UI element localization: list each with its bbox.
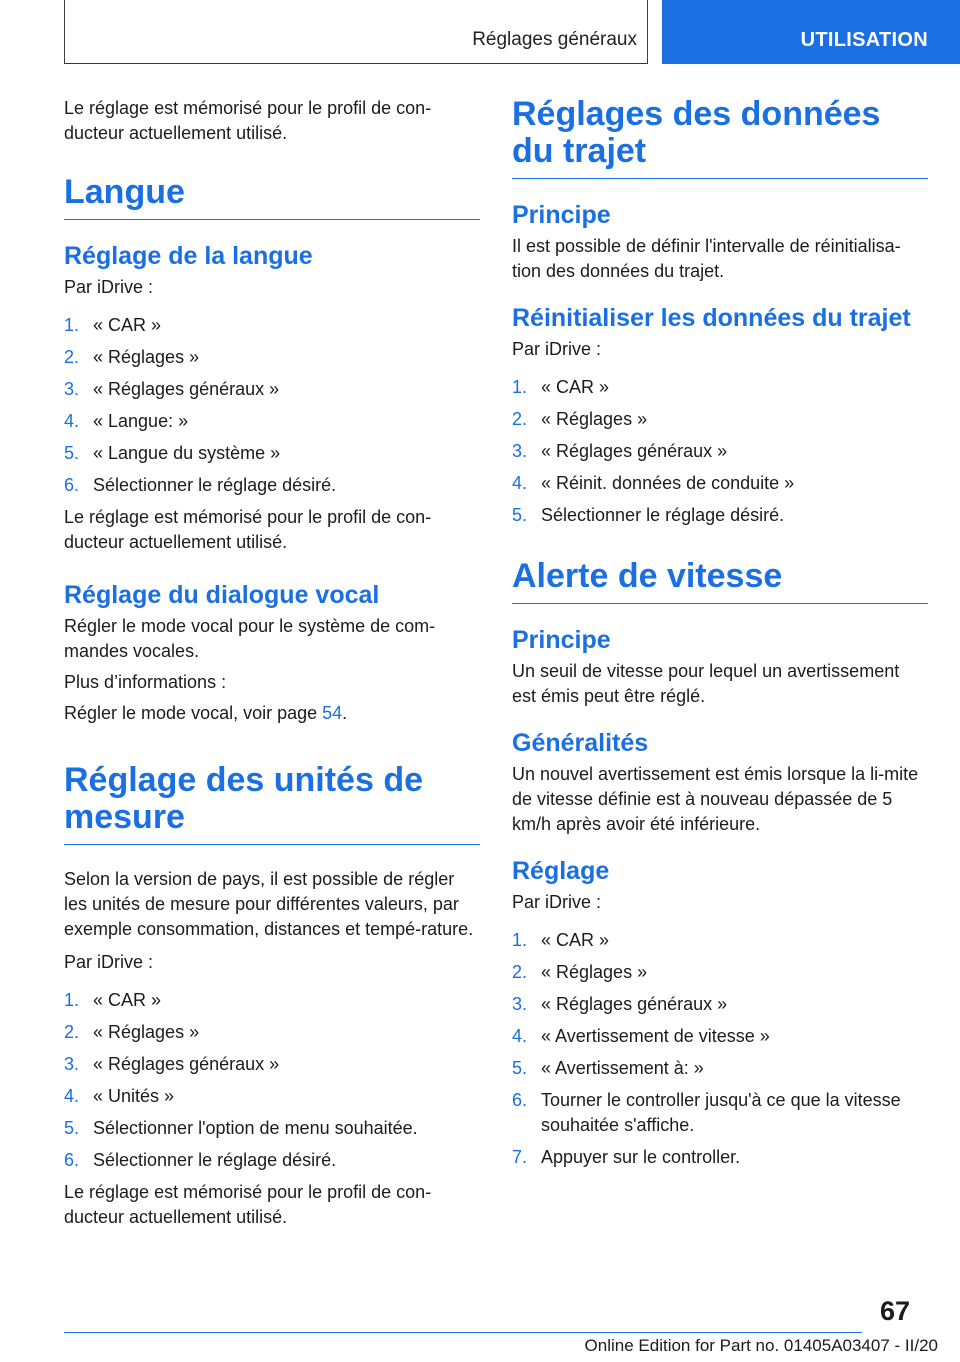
step-text: « Réglages généraux » (541, 994, 728, 1014)
page-link-54[interactable]: 54 (322, 703, 343, 723)
step-text: « Avertissement de vitesse » (541, 1026, 770, 1046)
steps-reinit (512, 375, 928, 528)
step-number: 5. (64, 1118, 80, 1138)
step-text: « CAR » (93, 315, 162, 335)
list-item (512, 375, 928, 400)
step-number: 4. (64, 1086, 80, 1106)
step-text: « Réglages » (541, 409, 648, 429)
heading-reinit-trajet: Réinitialiser les données du trajet (512, 304, 911, 332)
right-column (512, 96, 928, 1177)
heading-principe-trajet: Principe (512, 201, 611, 229)
step-number: 1. (512, 377, 528, 397)
heading-reglage-vitesse: Réglage (512, 857, 610, 885)
step-number: 2. (512, 409, 528, 429)
left-column (64, 96, 480, 1240)
steps-langue (64, 313, 480, 498)
lead-reinit: Par iDrive : (512, 339, 602, 359)
step-text: « Langue: » (93, 411, 189, 431)
list-item (64, 441, 480, 466)
intro-note: Le réglage est mémorisé pour le profil de con-ducteur actuellement utilisé. (64, 98, 432, 143)
step-number: 2. (64, 347, 80, 367)
step-number: 6. (64, 1150, 80, 1170)
steps-reglage-vitesse (512, 928, 928, 1170)
list-item (512, 1056, 928, 1081)
list-item (512, 471, 928, 496)
heading-langue: Langue (64, 174, 480, 220)
header-section-title: Réglages généraux (472, 29, 637, 50)
step-text: Sélectionner le réglage désiré. (541, 505, 785, 525)
list-item (512, 928, 928, 953)
step-number: 1. (64, 990, 80, 1010)
list-item (64, 313, 480, 338)
step-text: Sélectionner le réglage désiré. (93, 475, 337, 495)
step-text: Tourner le controller jusqu'à ce que la vitesse souhaitée s'affiche. (541, 1090, 901, 1135)
heading-unites-mesure: Réglage des unités de mesure (64, 762, 480, 845)
heading-reglage-langue: Réglage de la langue (64, 242, 313, 270)
step-text: « Réinit. données de conduite » (541, 473, 795, 493)
header-chapter-tab[interactable] (662, 0, 960, 64)
step-number: 1. (512, 930, 528, 950)
generalites-text: Un nouvel avertissement est émis lorsque la li-mite de vitesse définie est à nouveau dépassée de 5 km/h après avoir été inférieure. (512, 764, 919, 834)
list-item (512, 1145, 928, 1170)
step-number: 4. (512, 1026, 528, 1046)
step-number: 6. (64, 475, 80, 495)
list-item (512, 503, 928, 528)
step-number: 3. (512, 441, 528, 461)
unites-text: Selon la version de pays, il est possible de régler les unités de mesure pour différentes valeurs, par exemple consommation, distances et tempé-rature. (64, 869, 474, 939)
list-item (64, 1116, 480, 1141)
step-number: 2. (512, 962, 528, 982)
step-text: « Avertissement à: » (541, 1058, 704, 1078)
step-text: « Réglages généraux » (93, 379, 280, 399)
step-text: « Réglages généraux » (541, 441, 728, 461)
step-text: « Réglages » (93, 347, 200, 367)
list-item (64, 1084, 480, 1109)
step-number: 4. (512, 473, 528, 493)
step-number: 2. (64, 1022, 80, 1042)
step-text: « Unités » (93, 1086, 175, 1106)
list-item (512, 439, 928, 464)
step-text: « Réglages » (541, 962, 648, 982)
step-text: « CAR » (541, 930, 610, 950)
step-number: 7. (512, 1147, 528, 1167)
step-text: Appuyer sur le controller. (541, 1147, 741, 1167)
footer-divider (64, 1332, 862, 1333)
step-number: 3. (64, 379, 80, 399)
step-number: 4. (64, 411, 80, 431)
list-item (64, 1020, 480, 1045)
step-text: « CAR » (93, 990, 162, 1010)
principe-trajet-text: Il est possible de définir l'intervalle de réinitialisa-tion des données du trajet. (512, 236, 901, 281)
list-item (64, 988, 480, 1013)
list-item (64, 1148, 480, 1173)
steps-unites (64, 988, 480, 1173)
heading-principe-vitesse: Principe (512, 626, 611, 654)
step-text: « Réglages généraux » (93, 1054, 280, 1074)
list-item (64, 409, 480, 434)
list-item (64, 1052, 480, 1077)
list-item (64, 377, 480, 402)
note-langue: Le réglage est mémorisé pour le profil de con-ducteur actuellement utilisé. (64, 507, 432, 552)
page-number: 67 (880, 1296, 911, 1326)
heading-dialogue-vocal: Réglage du dialogue vocal (64, 581, 380, 609)
footer-edition: Online Edition for Part no. 01405A03407 - II/20 (584, 1336, 938, 1355)
step-number: 3. (64, 1054, 80, 1074)
list-item (512, 992, 928, 1017)
header-section-box (64, 0, 648, 64)
dialogue-text: Régler le mode vocal pour le système de com-mandes vocales. (64, 616, 436, 661)
heading-generalites: Généralités (512, 729, 649, 757)
step-number: 5. (512, 505, 528, 525)
step-text: « Langue du système » (93, 443, 281, 463)
step-number: 1. (64, 315, 80, 335)
principe-vitesse-text: Un seuil de vitesse pour lequel un avertissement est émis peut être réglé. (512, 661, 900, 706)
step-text: Sélectionner l'option de menu souhaitée. (93, 1118, 418, 1138)
step-text: « Réglages » (93, 1022, 200, 1042)
heading-donnees-trajet: Réglages des données du trajet (512, 96, 928, 179)
dialogue-more: Plus d’informations : (64, 672, 227, 692)
step-number: 3. (512, 994, 528, 1014)
header-chapter-title: UTILISATION (800, 29, 928, 51)
list-item (64, 473, 480, 498)
dialogue-ref: Régler le mode vocal, voir page 54. (64, 703, 348, 723)
lead-reglage-vitesse: Par iDrive : (512, 892, 602, 912)
list-item (64, 345, 480, 370)
step-text: Sélectionner le réglage désiré. (93, 1150, 337, 1170)
note-unites: Le réglage est mémorisé pour le profil de con-ducteur actuellement utilisé. (64, 1182, 432, 1227)
list-item (512, 407, 928, 432)
list-item (512, 1088, 928, 1138)
heading-alerte-vitesse: Alerte de vitesse (512, 558, 928, 604)
step-number: 6. (512, 1090, 528, 1110)
list-item (512, 1024, 928, 1049)
step-text: « CAR » (541, 377, 610, 397)
lead-langue: Par iDrive : (64, 277, 154, 297)
lead-unites: Par iDrive : (64, 952, 154, 972)
step-number: 5. (64, 443, 80, 463)
step-number: 5. (512, 1058, 528, 1078)
list-item (512, 960, 928, 985)
